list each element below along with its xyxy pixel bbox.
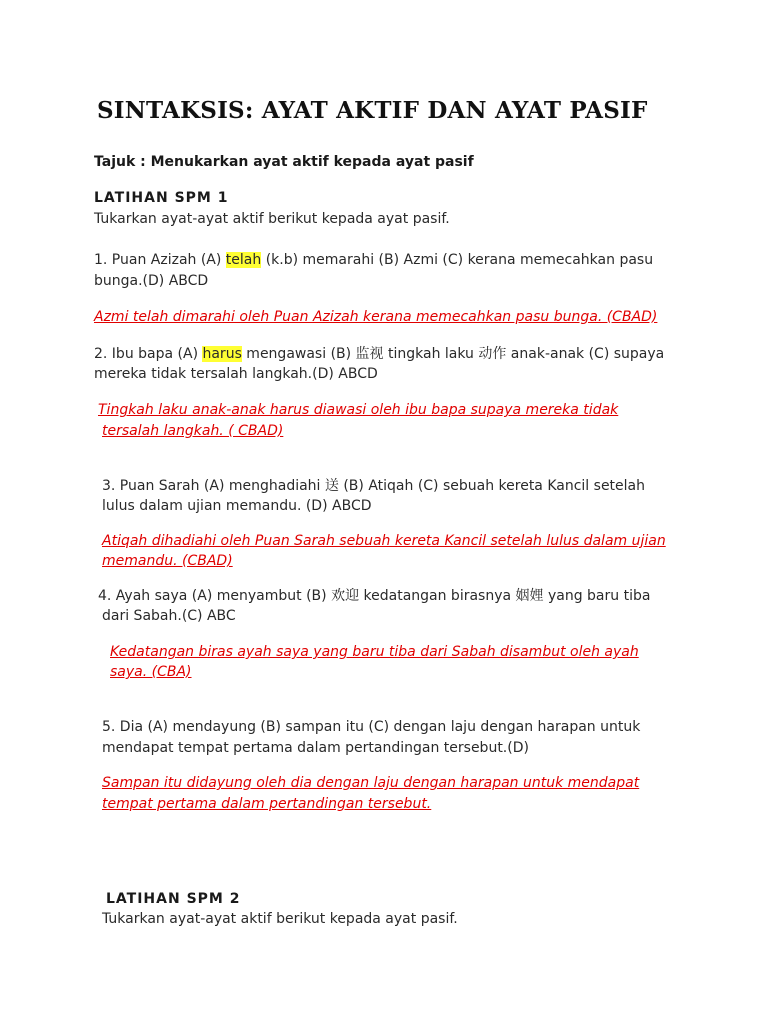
topic-line: Tajuk : Menukarkan ayat aktif kepada ayat pasif — [94, 154, 474, 170]
question-3-line-1: 3. Puan Sarah (A) menghadiahi 送 (B) Atiqah (C) sebuah kereta Kancil setelah — [102, 478, 645, 494]
question-1-highlight: telah — [225, 252, 262, 268]
answer-1: Azmi telah dimarahi oleh Puan Azizah kerana memecahkan pasu bunga. (CBAD) — [94, 309, 658, 325]
answer-2-line-1: Tingkah laku anak-anak harus diawasi oleh ibu bapa supaya mereka tidak — [98, 402, 619, 418]
question-2-text-end: mengawasi (B) 监视 tingkah laku 动作 anak-anak (C) supaya — [241, 346, 665, 362]
question-1-line-2: bunga.(D) ABCD — [94, 273, 209, 289]
question-1-text-start: 1. Puan Azizah (A) — [94, 252, 226, 268]
question-5-line-2: mendapat tempat pertama dalam pertandingan tersebut.(D) — [102, 740, 529, 756]
question-3-line-2: lulus dalam ujian memandu. (D) ABCD — [102, 498, 372, 514]
question-5-line-1: 5. Dia (A) mendayung (B) sampan itu (C) dengan laju dengan harapan untuk — [102, 719, 641, 735]
answer-5-line-1: Sampan itu didayung oleh dia dengan laju dengan harapan untuk mendapat — [102, 775, 640, 791]
exercise-2-instruction: Tukarkan ayat-ayat aktif berikut kepada ayat pasif. — [102, 911, 458, 927]
exercise-1-instruction: Tukarkan ayat-ayat aktif berikut kepada ayat pasif. — [94, 211, 450, 227]
exercise-2-heading: LATIHAN SPM 2 — [106, 891, 241, 907]
answer-3-line-2: memandu. (CBAD) — [102, 553, 233, 569]
question-2-line-2: mereka tidak tersalah langkah.(D) ABCD — [94, 366, 378, 382]
answer-5-line-2: tempat pertama dalam pertandingan tersebut. — [102, 796, 432, 812]
question-4-line-2: dari Sabah.(C) ABC — [102, 608, 236, 624]
question-4-line-1: 4. Ayah saya (A) menyambut (B) 欢迎 kedatangan birasnya 姻娌 yang baru tiba — [98, 588, 651, 604]
question-2-line-1 — [94, 344, 664, 364]
answer-4-line-2: saya. (CBA) — [110, 664, 192, 680]
question-1-line-1 — [94, 250, 653, 270]
question-2-highlight: harus — [202, 346, 242, 362]
answer-4-line-1: Kedatangan biras ayah saya yang baru tiba dari Sabah disambut oleh ayah — [110, 644, 639, 660]
exercise-1-heading: LATIHAN SPM 1 — [94, 190, 229, 206]
answer-2-line-2: tersalah langkah. ( CBAD) — [102, 423, 284, 439]
answer-3-line-1: Atiqah dihadiahi oleh Puan Sarah sebuah kereta Kancil setelah lulus dalam ujian — [102, 533, 666, 549]
question-2-text-start: 2. Ibu bapa (A) — [94, 346, 203, 362]
question-1-text-end: (k.b) memarahi (B) Azmi (C) kerana memecahkan pasu — [261, 252, 654, 268]
page-title: SINTAKSIS: AYAT AKTIF DAN AYAT PASIF — [97, 97, 648, 124]
